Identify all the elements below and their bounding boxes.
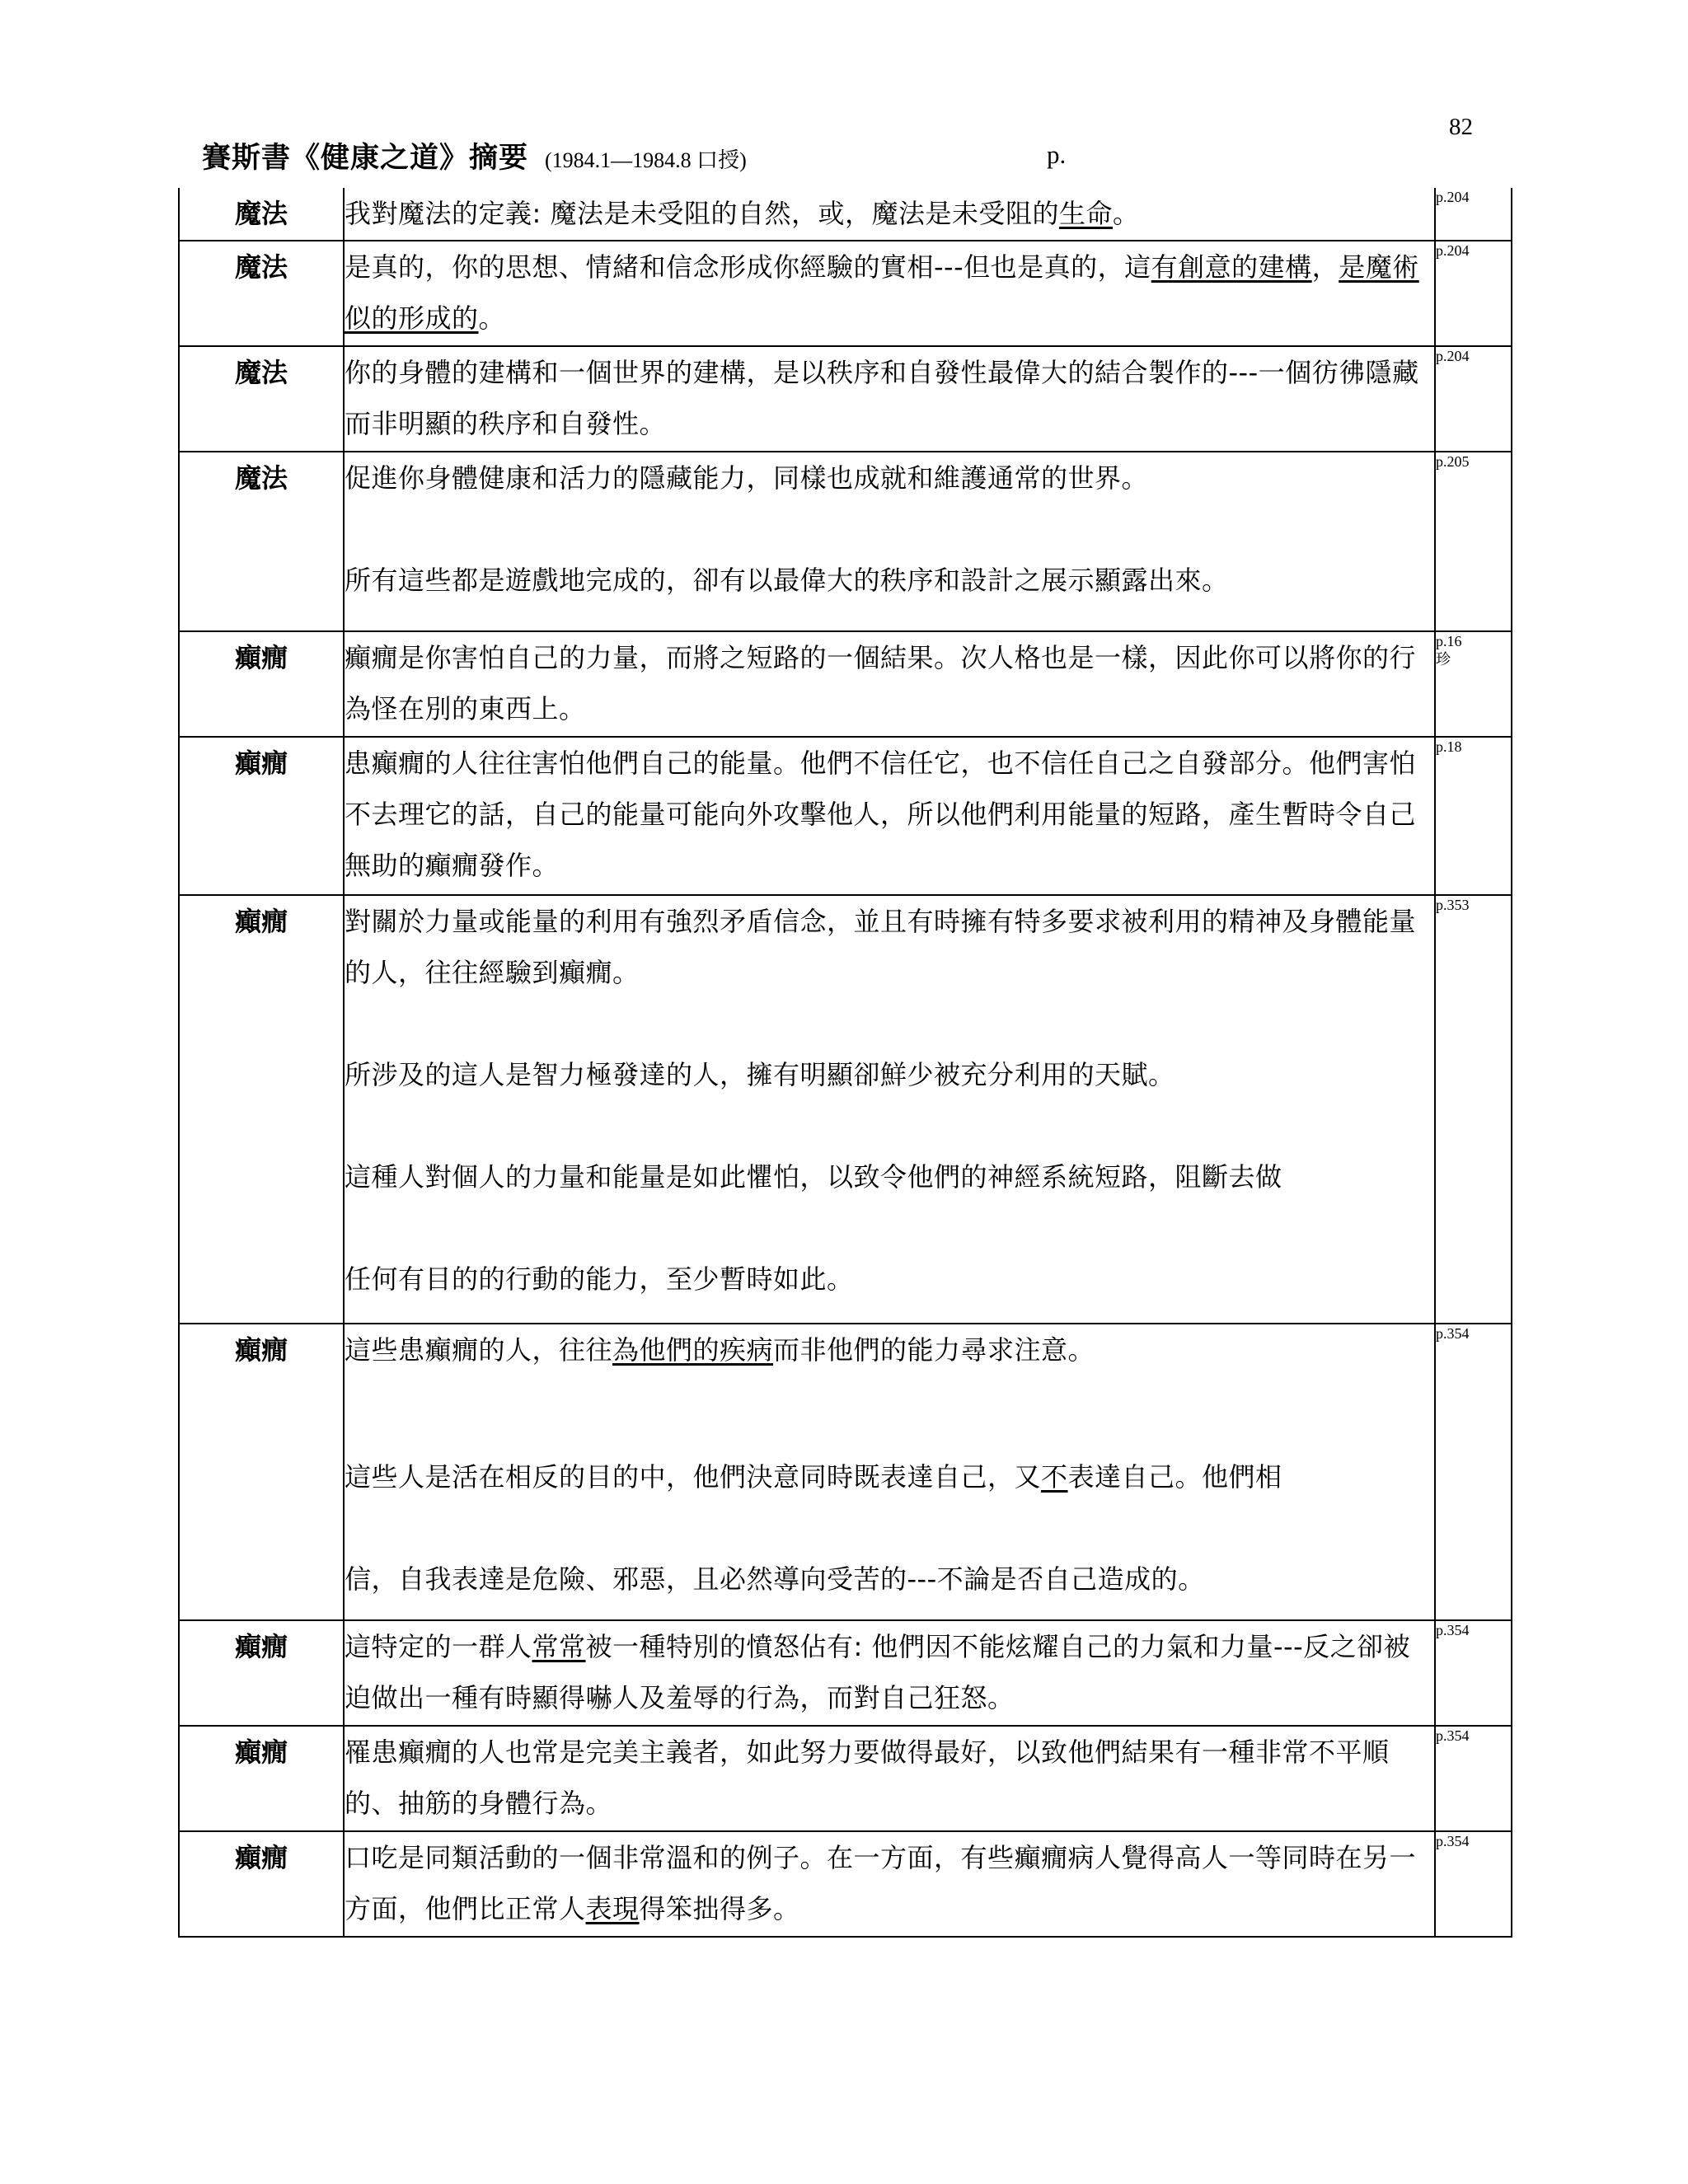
page-ref-cell: p.353 — [1435, 895, 1512, 1324]
page-ref-cell: p.205 — [1435, 452, 1512, 631]
table-row — [179, 1324, 1512, 1620]
table-row — [179, 188, 1512, 241]
content-cell: 我對魔法的定義: 魔法是未受阻的自然，或，魔法是未受阻的生命。 — [344, 188, 1435, 241]
topic-cell: 癲癇 — [179, 895, 344, 1324]
content-cell: 患癲癇的人往往害怕他們自己的能量。他們不信任它，也不信任自己之自發部分。他們害怕不去理它的話，自己的能量可能向外攻擊他人，所以他們利用能量的短路，產生暫時令自己無助的癲癇發作。 — [344, 737, 1435, 895]
page-ref-cell: p.204 — [1435, 346, 1512, 452]
header-page-label: p. — [1047, 140, 1067, 169]
table-row — [179, 895, 1512, 1324]
page-ref-cell: p.354 — [1435, 1726, 1512, 1831]
page-ref-cell: p.354 — [1435, 1620, 1512, 1726]
table-row — [179, 346, 1512, 452]
table-row — [179, 452, 1512, 631]
content-cell: 促進你身體健康和活力的隱藏能力，同樣也成就和維護通常的世界。 所有這些都是遊戲地完成的，卻有以最偉大的秩序和設計之展示顯露出來。 — [344, 452, 1435, 631]
topic-cell: 癲癇 — [179, 1831, 344, 1937]
page-ref-cell: p.354 — [1435, 1831, 1512, 1937]
content-cell: 癲癇是你害怕自己的力量，而將之短路的一個結果。次人格也是一樣，因此你可以將你的行為怪在別的東西上。 — [344, 631, 1435, 737]
table-row — [179, 1831, 1512, 1937]
document-title: 賽斯書《健康之道》摘要 — [202, 142, 529, 175]
topic-cell: 癲癇 — [179, 631, 344, 737]
content-cell: 這些患癲癇的人，往往為他們的疾病而非他們的能力尋求注意。 這些人是活在相反的目的中，他們決意同時既表達自己，又不表達自己。他們相 信，自我表達是危險、邪惡，且必然導向受苦的---不論是否自己造成的。 — [344, 1324, 1435, 1620]
topic-cell: 癲癇 — [179, 1324, 344, 1620]
content-cell: 對關於力量或能量的利用有強烈矛盾信念，並且有時擁有特多要求被利用的精神及身體能量的人，往往經驗到癲癇。 所涉及的這人是智力極發達的人，擁有明顯卻鮮少被充分利用的天賦。 這種人對個人的力量和能量是如此懼怕，以致令他們的神經系統短路，阻斷去做 任何有目的的行動的能力，至少暫時如此。 — [344, 895, 1435, 1324]
topic-cell: 魔法 — [179, 452, 344, 631]
table-row — [179, 241, 1512, 346]
table-row — [179, 631, 1512, 737]
page-number: 82 — [1449, 114, 1473, 140]
table-row — [179, 737, 1512, 895]
content-cell: 口吃是同類活動的一個非常溫和的例子。在一方面，有些癲癇病人覺得高人一等同時在另一方面，他們比正常人表現得笨拙得多。 — [344, 1831, 1435, 1937]
topic-cell: 魔法 — [179, 188, 344, 241]
page-ref-cell: p.204 — [1435, 241, 1512, 346]
table-row — [179, 1620, 1512, 1726]
content-cell: 罹患癲癇的人也常是完美主義者，如此努力要做得最好，以致他們結果有一種非常不平順的、抽筋的身體行為。 — [344, 1726, 1435, 1831]
page-ref-cell: p.204 — [1435, 188, 1512, 241]
excerpt-table — [178, 188, 1512, 1938]
topic-cell: 癲癇 — [179, 1620, 344, 1726]
dictation-dates: (1984.1—1984.8 口授) — [545, 148, 747, 172]
topic-cell: 魔法 — [179, 241, 344, 346]
topic-cell: 癲癇 — [179, 737, 344, 895]
content-cell: 是真的，你的思想、情緒和信念形成你經驗的實相---但也是真的，這有創意的建構，是魔術似的形成的。 — [344, 241, 1435, 346]
page-ref-cell: p.354 — [1435, 1324, 1512, 1620]
content-cell: 你的身體的建構和一個世界的建構，是以秩序和自發性最偉大的結合製作的---一個彷彿隱藏而非明顯的秩序和自發性。 — [344, 346, 1435, 452]
topic-cell: 魔法 — [179, 346, 344, 452]
page-ref-cell: p.16 珍 — [1435, 631, 1512, 737]
content-cell: 這特定的一群人常常被一種特別的憤怒佔有: 他們因不能炫耀自己的力氣和力量---反之卻被迫做出一種有時顯得嚇人及羞辱的行為，而對自己狂怒。 — [344, 1620, 1435, 1726]
table-row — [179, 1726, 1512, 1831]
page-ref-cell: p.18 — [1435, 737, 1512, 895]
topic-cell: 癲癇 — [179, 1726, 344, 1831]
document-header — [202, 135, 747, 176]
